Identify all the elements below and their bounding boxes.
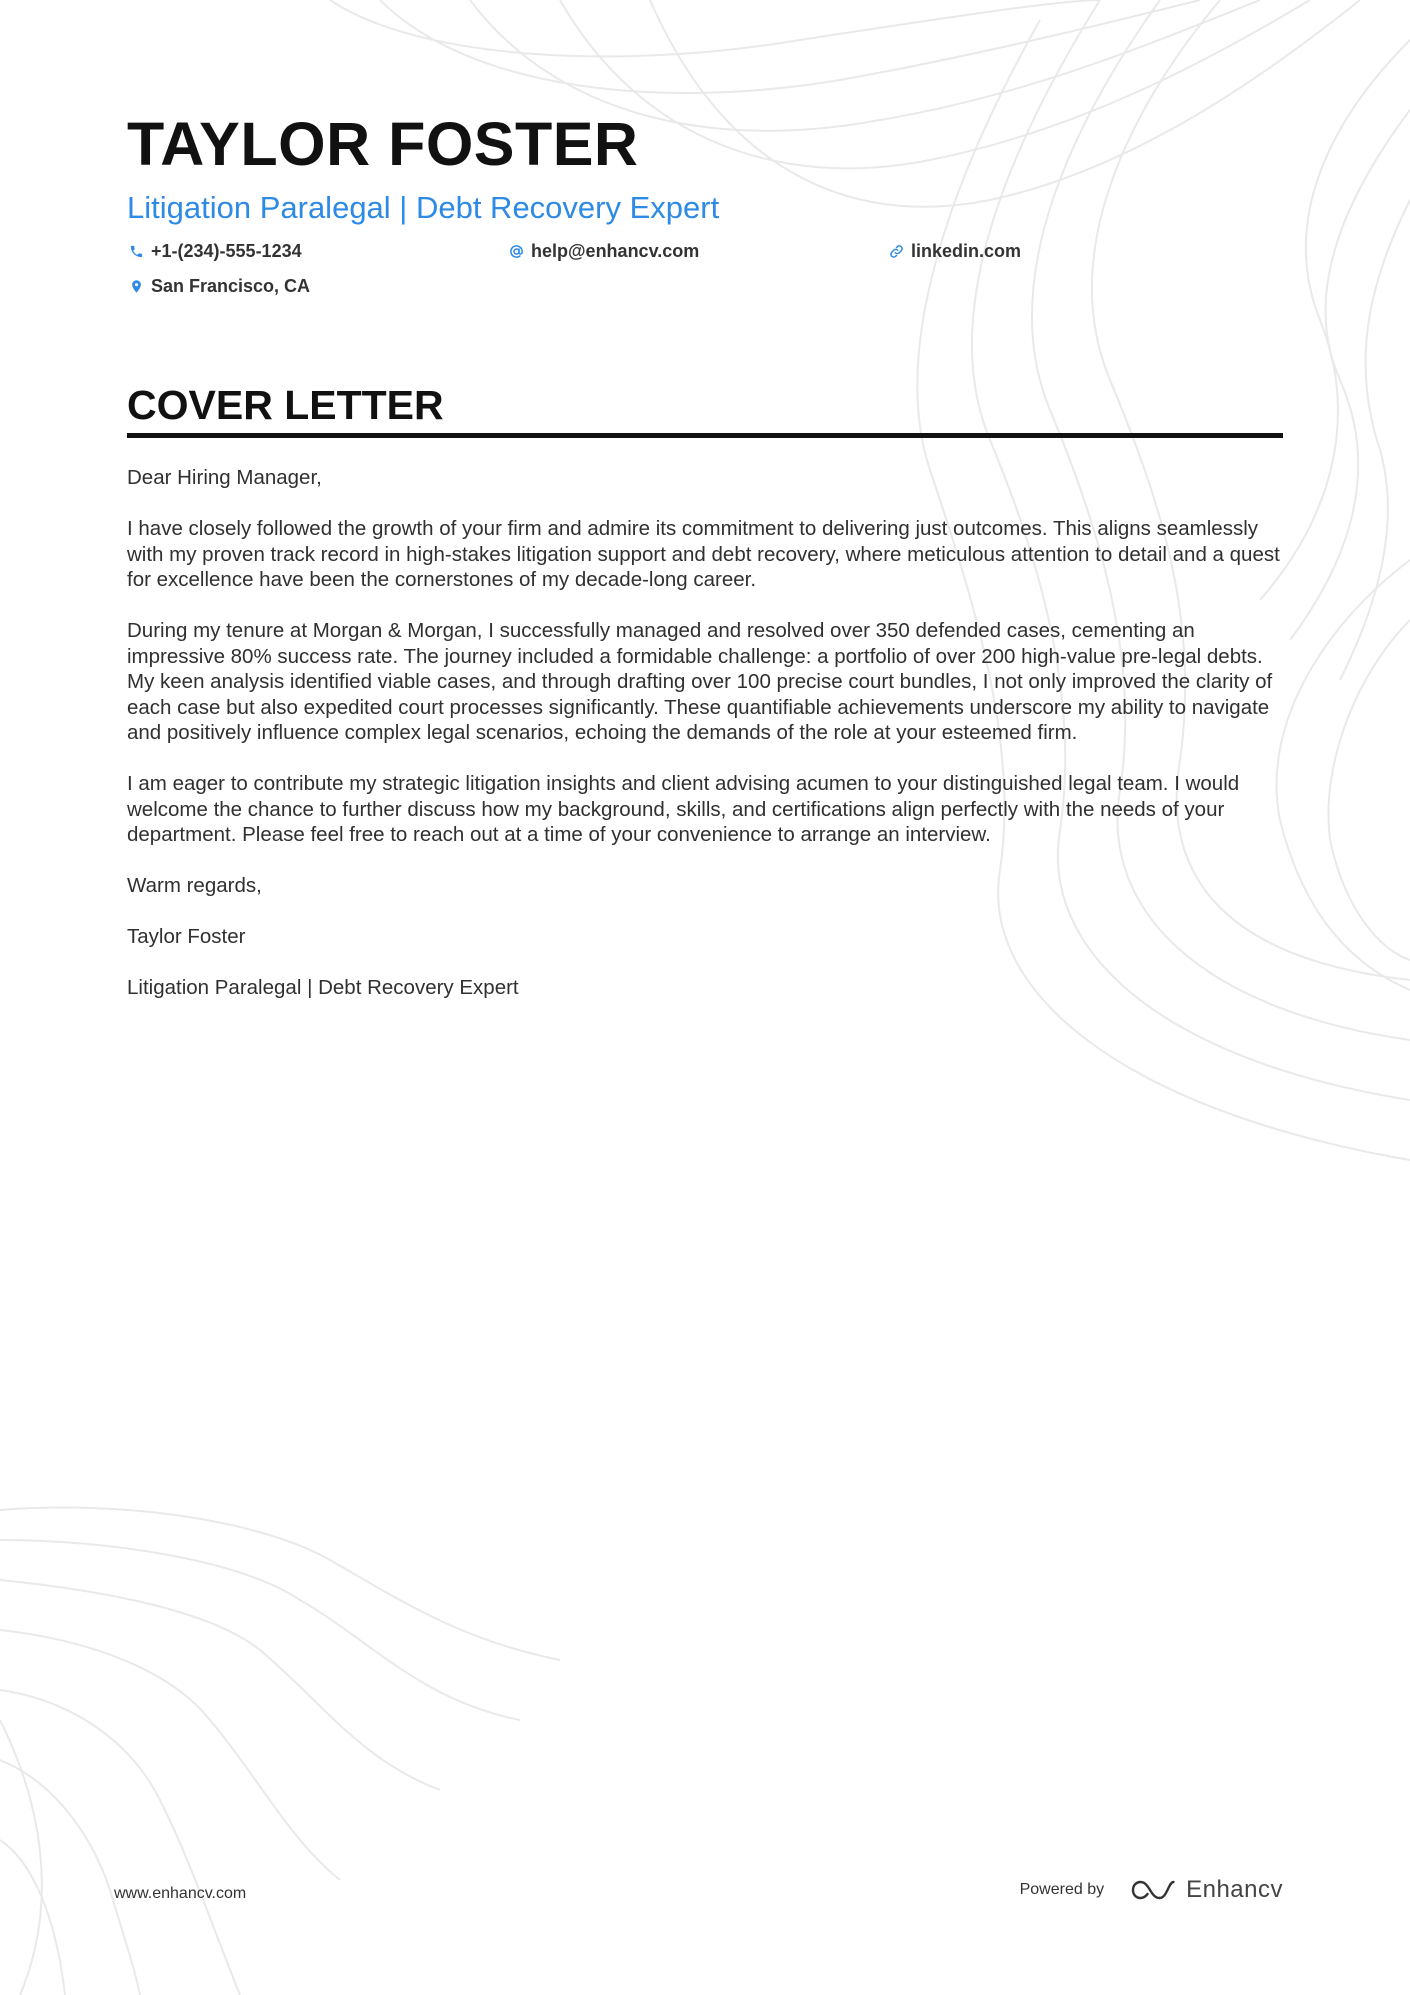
enhancv-logo-icon	[1130, 1877, 1176, 1903]
contact-linkedin[interactable]	[887, 239, 1021, 263]
contact-email[interactable]	[507, 239, 699, 263]
contact-phone	[127, 239, 302, 263]
section-title: COVER LETTER	[127, 382, 444, 428]
contact-location	[127, 274, 310, 298]
letter-paragraph-3: I am eager to contribute my strategic litigation insights and client advising acumen to your distinguished legal team. I would welcome the chance to further discuss how my background, skills, and certifications align perfectly with the needs of your department. Please feel free to reach out at a time of your convenience to arrange an interview.	[127, 772, 1240, 846]
letter-paragraph-1: I have closely followed the growth of your firm and admire its commitment to delivering just outcomes. This aligns seamlessly with my proven track record in high-stakes litigation support and debt recovery, where meticulous attention to detail and a quest for excellence have been the cornerstones of my decade-long career.	[127, 517, 1280, 591]
footer-website[interactable]: www.enhancv.com	[114, 1885, 247, 1902]
contact-location-text: San Francisco, CA	[151, 275, 311, 296]
location-pin-icon	[127, 277, 145, 295]
letter-signature-name: Taylor Foster	[127, 925, 246, 948]
link-icon	[887, 242, 905, 260]
powered-by-text: Powered by	[1019, 1881, 1105, 1898]
contact-linkedin-text[interactable]: linkedin.com	[911, 240, 1022, 261]
letter-salutation: Dear Hiring Manager,	[127, 466, 322, 489]
phone-icon	[127, 242, 145, 260]
letter-body	[127, 465, 1287, 1001]
contact-phone-text: +1-(234)-555-1234	[151, 240, 302, 261]
letter-signature-title: Litigation Paralegal | Debt Recovery Expert	[127, 976, 519, 999]
letter-paragraph-2: During my tenure at Morgan & Morgan, I successfully managed and resolved over 350 defended cases, cementing an impressive 80% success rate. The journey included a formidable challenge: a portfolio of over 200 high-value pre-legal debts. My keen analysis identified viable cases, and through drafting over 100 precise court bundles, I not only improved the clarity of each case but also expedited court processes significantly. These quantifiable achievements underscore my ability to navigate and positively influence complex legal scenarios, echoing the demands of the role at your esteemed firm.	[127, 619, 1273, 744]
section-divider	[127, 433, 1283, 438]
at-icon	[507, 242, 525, 260]
letter-closing: Warm regards,	[127, 874, 262, 897]
applicant-headline: Litigation Paralegal | Debt Recovery Expert	[127, 190, 720, 225]
footer-branding	[1020, 1876, 1283, 1904]
applicant-name: TAYLOR FOSTER	[127, 110, 639, 178]
brand-name: Enhancv	[1186, 1876, 1283, 1903]
contact-email-text[interactable]: help@enhancv.com	[531, 240, 700, 261]
